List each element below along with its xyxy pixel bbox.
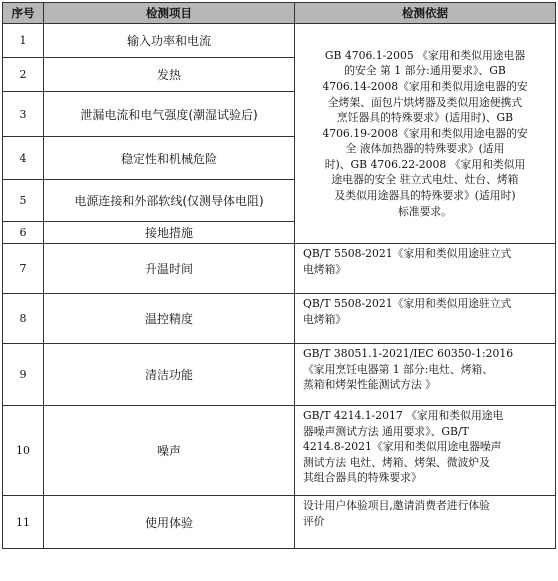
basis-line: 全 液体加热器的特殊要求》(适用 — [345, 142, 505, 156]
row-number: 11 — [3, 496, 44, 549]
row-item: 升温时间 — [44, 244, 295, 294]
basis-line: QB/T 5508-2021《家用和类似用途驻立式 — [303, 247, 512, 260]
basis-cell — [295, 244, 556, 294]
basis-line: 器噪声测试方法 通用要求》、GB/T — [303, 424, 469, 438]
header-no: 序号 — [3, 3, 44, 24]
basis-line: GB/T 4214.1-2017 《家用和类似用途电 — [303, 409, 504, 422]
basis-line: 设计用户体验项目,邀请消费者进行体验 — [303, 499, 490, 512]
basis-line: 时)、GB 4706.22-2008 《家用和类似用 — [324, 157, 526, 171]
row-item: 使用体验 — [44, 496, 295, 549]
basis-line: 蒸箱和烤架性能测试方法 》 — [303, 378, 436, 392]
basis-line: 电烤箱》 — [303, 262, 347, 276]
basis-cell — [295, 294, 556, 344]
basis-line: QB/T 5508-2021《家用和类似用途驻立式 — [303, 297, 512, 310]
row-item: 噪声 — [44, 406, 295, 496]
table-row — [3, 294, 556, 344]
basis-cell — [295, 344, 556, 406]
row-number: 8 — [3, 294, 44, 344]
basis-line: GB/T 38051.1-2021/IEC 60350-1:2016 — [303, 347, 514, 360]
row-number: 9 — [3, 344, 44, 406]
row-number: 5 — [3, 180, 44, 222]
basis-cell — [295, 406, 556, 496]
basis-line: 标准要求。 — [398, 204, 452, 218]
basis-line: 其组合器具的特殊要求》 — [303, 471, 422, 485]
basis-cell — [295, 496, 556, 549]
row-item: 温控精度 — [44, 294, 295, 344]
basis-line: 途电器的安全 驻立式电灶、灶台、烤箱 — [331, 173, 519, 187]
row-number: 3 — [3, 92, 44, 137]
table-row — [3, 344, 556, 406]
row-item: 接地措施 — [44, 222, 295, 244]
row-item: 电源连接和外部软线(仅测导体电阻) — [44, 180, 295, 222]
row-item: 稳定性和机械危险 — [44, 137, 295, 180]
basis-line: 的安全 第 1 部分:通用要求》、GB — [344, 64, 506, 78]
inspection-table — [2, 2, 556, 549]
row-item: 发热 — [44, 58, 295, 92]
table-header-row — [3, 3, 556, 24]
basis-line: 电烤箱》 — [303, 312, 347, 326]
basis-line: 测试方法 电灶、烤箱、烤架、微波炉及 — [303, 455, 490, 469]
basis-standards-1-6 — [295, 24, 556, 244]
row-number: 2 — [3, 58, 44, 92]
table-row — [3, 496, 556, 549]
table-row — [3, 406, 556, 496]
row-number: 4 — [3, 137, 44, 180]
row-item: 清洁功能 — [44, 344, 295, 406]
basis-line: 4706.19-2008《家用和类似用途电器的安 — [322, 126, 528, 140]
table-row — [3, 244, 556, 294]
basis-line: 4706.14-2008《家用和类似用途电器的安 — [322, 79, 528, 93]
basis-line: 评价 — [303, 514, 325, 528]
basis-line: 烹饪器具的特殊要求》(适用时)、GB — [336, 111, 514, 125]
basis-line: 全烤架、面包片烘烤器及类似用途便携式 — [327, 95, 523, 109]
basis-line: 《家用烹饪电器第 1 部分:电灶、烤箱、 — [303, 362, 494, 376]
row-number: 6 — [3, 222, 44, 244]
header-item: 检测项目 — [44, 3, 295, 24]
basis-line: 及类似用途器具的特殊要求》(适用时) — [334, 189, 516, 203]
row-item: 泄漏电流和电气强度(潮湿试验后) — [44, 92, 295, 137]
row-item: 输入功率和电流 — [44, 24, 295, 58]
row-number: 10 — [3, 406, 44, 496]
basis-line: GB 4706.1-2005 《家用和类似用途电器 — [324, 48, 526, 62]
table-row — [3, 24, 556, 58]
basis-line: 4214.8-2021《家用和类似用途电器噪声 — [303, 440, 502, 454]
row-number: 1 — [3, 24, 44, 58]
row-number: 7 — [3, 244, 44, 294]
header-basis: 检测依据 — [295, 3, 556, 24]
